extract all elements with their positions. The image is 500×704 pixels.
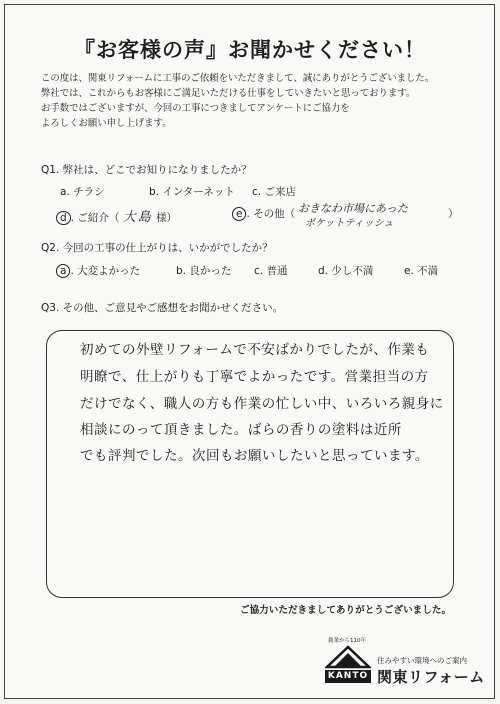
thanks-message: ご協力いただきましてありがとうございました。 — [240, 605, 452, 616]
q1-option-e-circle: e — [232, 207, 246, 221]
q1-option-b: b. インターネット — [149, 186, 235, 198]
q3-question: Q3. その他、ご意見やご感想をお聞かせください。 — [41, 302, 284, 314]
q2-option-b: b. 良かった — [176, 265, 232, 277]
intro-line: お手数ではございますが、今回の工事につきましてアンケートにご協力を — [41, 103, 350, 114]
logo-wordmark: KANTO — [325, 670, 371, 683]
logo-tagline: 創業から110年 — [328, 638, 366, 644]
q1-option-a: a. チラシ — [60, 186, 105, 198]
intro-line: よろしくお願い申し上げます。 — [41, 118, 172, 129]
company-name: 関東リフォーム — [377, 668, 485, 686]
q1-option-c: c. ご来店 — [252, 186, 296, 198]
q1-other-answer-line-1: おきなわ市場にあった — [298, 202, 408, 215]
q1-other-answer-line-2: ポケットティッシュ — [305, 218, 394, 229]
q1-question: Q1. 弊社は、どこでお知りになりましたか？ — [41, 164, 252, 176]
q1-option-d — [56, 206, 177, 225]
q1-option-e-close: ） — [448, 208, 459, 220]
company-tagline: 住みやすい環境へのご案内 — [377, 656, 467, 665]
q1-option-d-suffix: 様） — [156, 212, 178, 224]
q3-answer-line: 明瞭で、仕上がりも丁寧でよかったです。営業担当の方 — [80, 369, 429, 385]
q2-option-c: c. 普通 — [254, 265, 288, 277]
intro-line: 弊社では、これからもお客様にご満足いただける仕事をしていきたいと思っております。 — [41, 88, 416, 99]
q3-answer-line: 初めての外壁リフォームで不安ばかりでしたが、作業も — [80, 342, 430, 358]
intro-line: この度は、関東リフォームに工事のご依頼をいただきまして、誠にありがとうございました。 — [41, 73, 435, 84]
q2-option-a-circle: a — [56, 264, 70, 278]
q1-option-d-label: . ご紹介（ — [70, 212, 120, 224]
q2-option-d: d. 少し不満 — [318, 265, 374, 277]
q2-option-a-label: . 大変よかった — [70, 265, 141, 277]
company-footer — [325, 636, 485, 686]
q2-question: Q2. 今回の工事の仕上がりは、いかがでしたか？ — [41, 242, 273, 254]
q3-answer-line: でも評判でした。次回もお願いしたいと思っています。 — [80, 448, 429, 464]
q3-answer-line: だけでなく、職人の方も作業の忙しい中、いろいろ親身に — [80, 396, 444, 412]
q2-option-a — [56, 263, 140, 278]
intro-text — [41, 71, 434, 131]
q3-answer-line: 相談にのって頂きました。ばらの香りの塗料は近所 — [80, 422, 402, 438]
q1-option-e-label: . その他（ — [246, 208, 296, 220]
q1-referrer-name: 大島 — [122, 210, 153, 225]
q1-option-e — [232, 206, 295, 221]
house-roof-icon — [325, 643, 371, 671]
page-title: 『お客様の声』お聞かせください！ — [74, 38, 426, 62]
q1-option-d-circle: d — [56, 211, 71, 225]
company-logo — [325, 636, 371, 684]
q2-option-e: e. 不満 — [404, 265, 439, 277]
